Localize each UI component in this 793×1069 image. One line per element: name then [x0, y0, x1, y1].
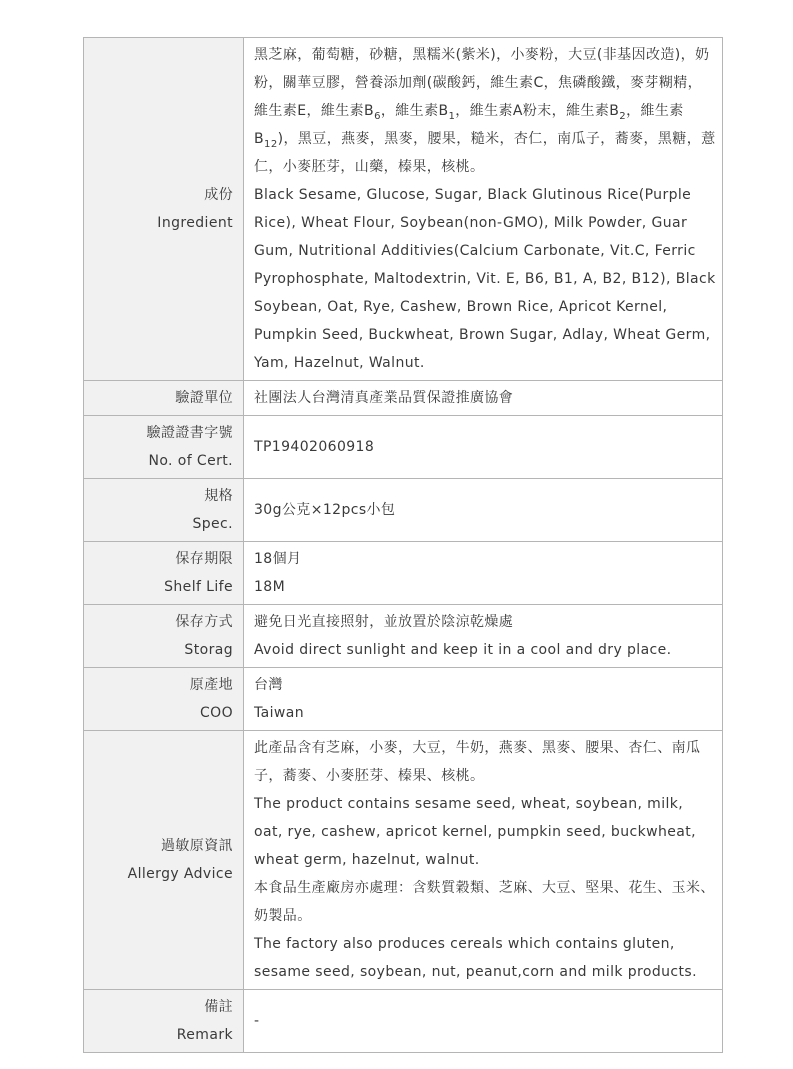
storage-zh: 避免日光直接照射，並放置於陰涼乾燥處: [254, 614, 514, 630]
label-zh: 保存方式: [175, 614, 233, 630]
table-row-remark: [84, 990, 723, 1053]
label-cell: [84, 731, 244, 990]
certifier-name: 社團法人台灣清真產業品質保證推廣協會: [254, 390, 514, 406]
table-row-certifier: [84, 381, 723, 416]
label-cell: [84, 542, 244, 605]
value-cell: [244, 381, 723, 416]
origin-en: Taiwan: [254, 705, 305, 721]
label-zh: 規格: [204, 488, 233, 504]
origin-zh: 台灣: [254, 677, 283, 693]
label-en: Spec.: [192, 516, 233, 532]
label-cell: [84, 668, 244, 731]
label-cell: [84, 381, 244, 416]
value-cell: [244, 668, 723, 731]
factory-notice-zh: 本食品生產廠房亦處理：含麩質穀類、芝麻、大豆、堅果、花生、玉米、奶製品。: [254, 880, 715, 924]
ingredients-en: Black Sesame, Glucose, Sugar, Black Glutinous Rice(Purple Rice), Wheat Flour, Soybean(non-GMO), Milk Powder, Guar Gum, Nutritional Additivies(Calcium Carbonate, Vit.C, Ferric Pyrophosphate, Maltodextrin, Vit. E, B6, B1, A, B2, B12), Black Soybean, Oat, Rye, Cashew, Brown Rice, Apricot Kernel, Pumpkin Seed, Buckwheat, Brown Sugar, Adlay, Wheat Germ, Yam, Hazelnut, Walnut.: [254, 187, 716, 371]
label-en: Ingredient: [157, 215, 233, 231]
label-en: No. of Cert.: [148, 453, 233, 469]
table-row-cert-no: [84, 416, 723, 479]
ingredients-zh: 黑芝麻，葡萄糖，砂糖，黑糯米(紫米)，小麥粉，大豆(非基因改造)，奶粉，關華豆膠，營養添加劑(碳酸鈣，維生素C，焦磷酸鐵，麥芽糊精，維生素E，維生素$B_6$，維生素$B_1$，維生素A粉末，維生素$B_2$，維生素$B_{12}$)，黑豆，燕麥，黑麥，腰果，糙米，杏仁，南瓜子，蕎麥，黑糖，薏仁，小麥胚芽，山藥，榛果，核桃。: [254, 47, 716, 175]
value-cell: [244, 990, 723, 1053]
table-row-storage: [84, 605, 723, 668]
value-cell: [244, 416, 723, 479]
label-en: Storag: [184, 642, 233, 658]
allergy-en: The product contains sesame seed, wheat, soybean, milk, oat, rye, cashew, apricot kernel, pumpkin seed, buckwheat, wheat germ, hazelnut, walnut.: [254, 796, 696, 868]
label-zh: 過敏原資訊: [161, 838, 233, 854]
label-zh: 備註: [204, 999, 233, 1015]
table-row-allergy: [84, 731, 723, 990]
label-zh: 驗證單位: [175, 390, 233, 406]
value-cell: [244, 38, 723, 381]
remark-value: -: [254, 1013, 260, 1029]
shelf-life-zh: 18個月: [254, 551, 302, 567]
value-cell: [244, 542, 723, 605]
cert-number: TP19402060918: [254, 439, 375, 455]
value-cell: [244, 479, 723, 542]
allergy-zh: 此產品含有芝麻，小麥，大豆，牛奶，燕麥、黑麥、腰果、杏仁、南瓜子，蕎麥、小麥胚芽、榛果、核桃。: [254, 740, 701, 784]
label-cell: [84, 416, 244, 479]
label-zh: 成份: [204, 187, 233, 203]
shelf-life-en: 18M: [254, 579, 286, 595]
label-en: Allergy Advice: [127, 866, 233, 882]
label-cell: [84, 38, 244, 381]
table-row-spec: [84, 479, 723, 542]
label-zh: 原產地: [189, 677, 233, 693]
product-spec-table: [83, 37, 723, 1053]
table-row-origin: [84, 668, 723, 731]
spec-value: 30g公克×12pcs小包: [254, 502, 396, 518]
label-cell: [84, 479, 244, 542]
label-en: Remark: [176, 1027, 233, 1043]
label-en: COO: [199, 705, 233, 721]
label-cell: [84, 990, 244, 1053]
value-cell: [244, 731, 723, 990]
label-zh: 保存期限: [175, 551, 233, 567]
factory-notice-en: The factory also produces cereals which contains gluten, sesame seed, soybean, nut, peanut,corn and milk products.: [254, 936, 697, 980]
storage-en: Avoid direct sunlight and keep it in a cool and dry place.: [254, 642, 672, 658]
label-cell: [84, 605, 244, 668]
table-row-ingredient: [84, 38, 723, 381]
label-en: Shelf Life: [164, 579, 233, 595]
label-zh: 驗證證書字號: [146, 425, 233, 441]
table-row-shelf-life: [84, 542, 723, 605]
value-cell: [244, 605, 723, 668]
